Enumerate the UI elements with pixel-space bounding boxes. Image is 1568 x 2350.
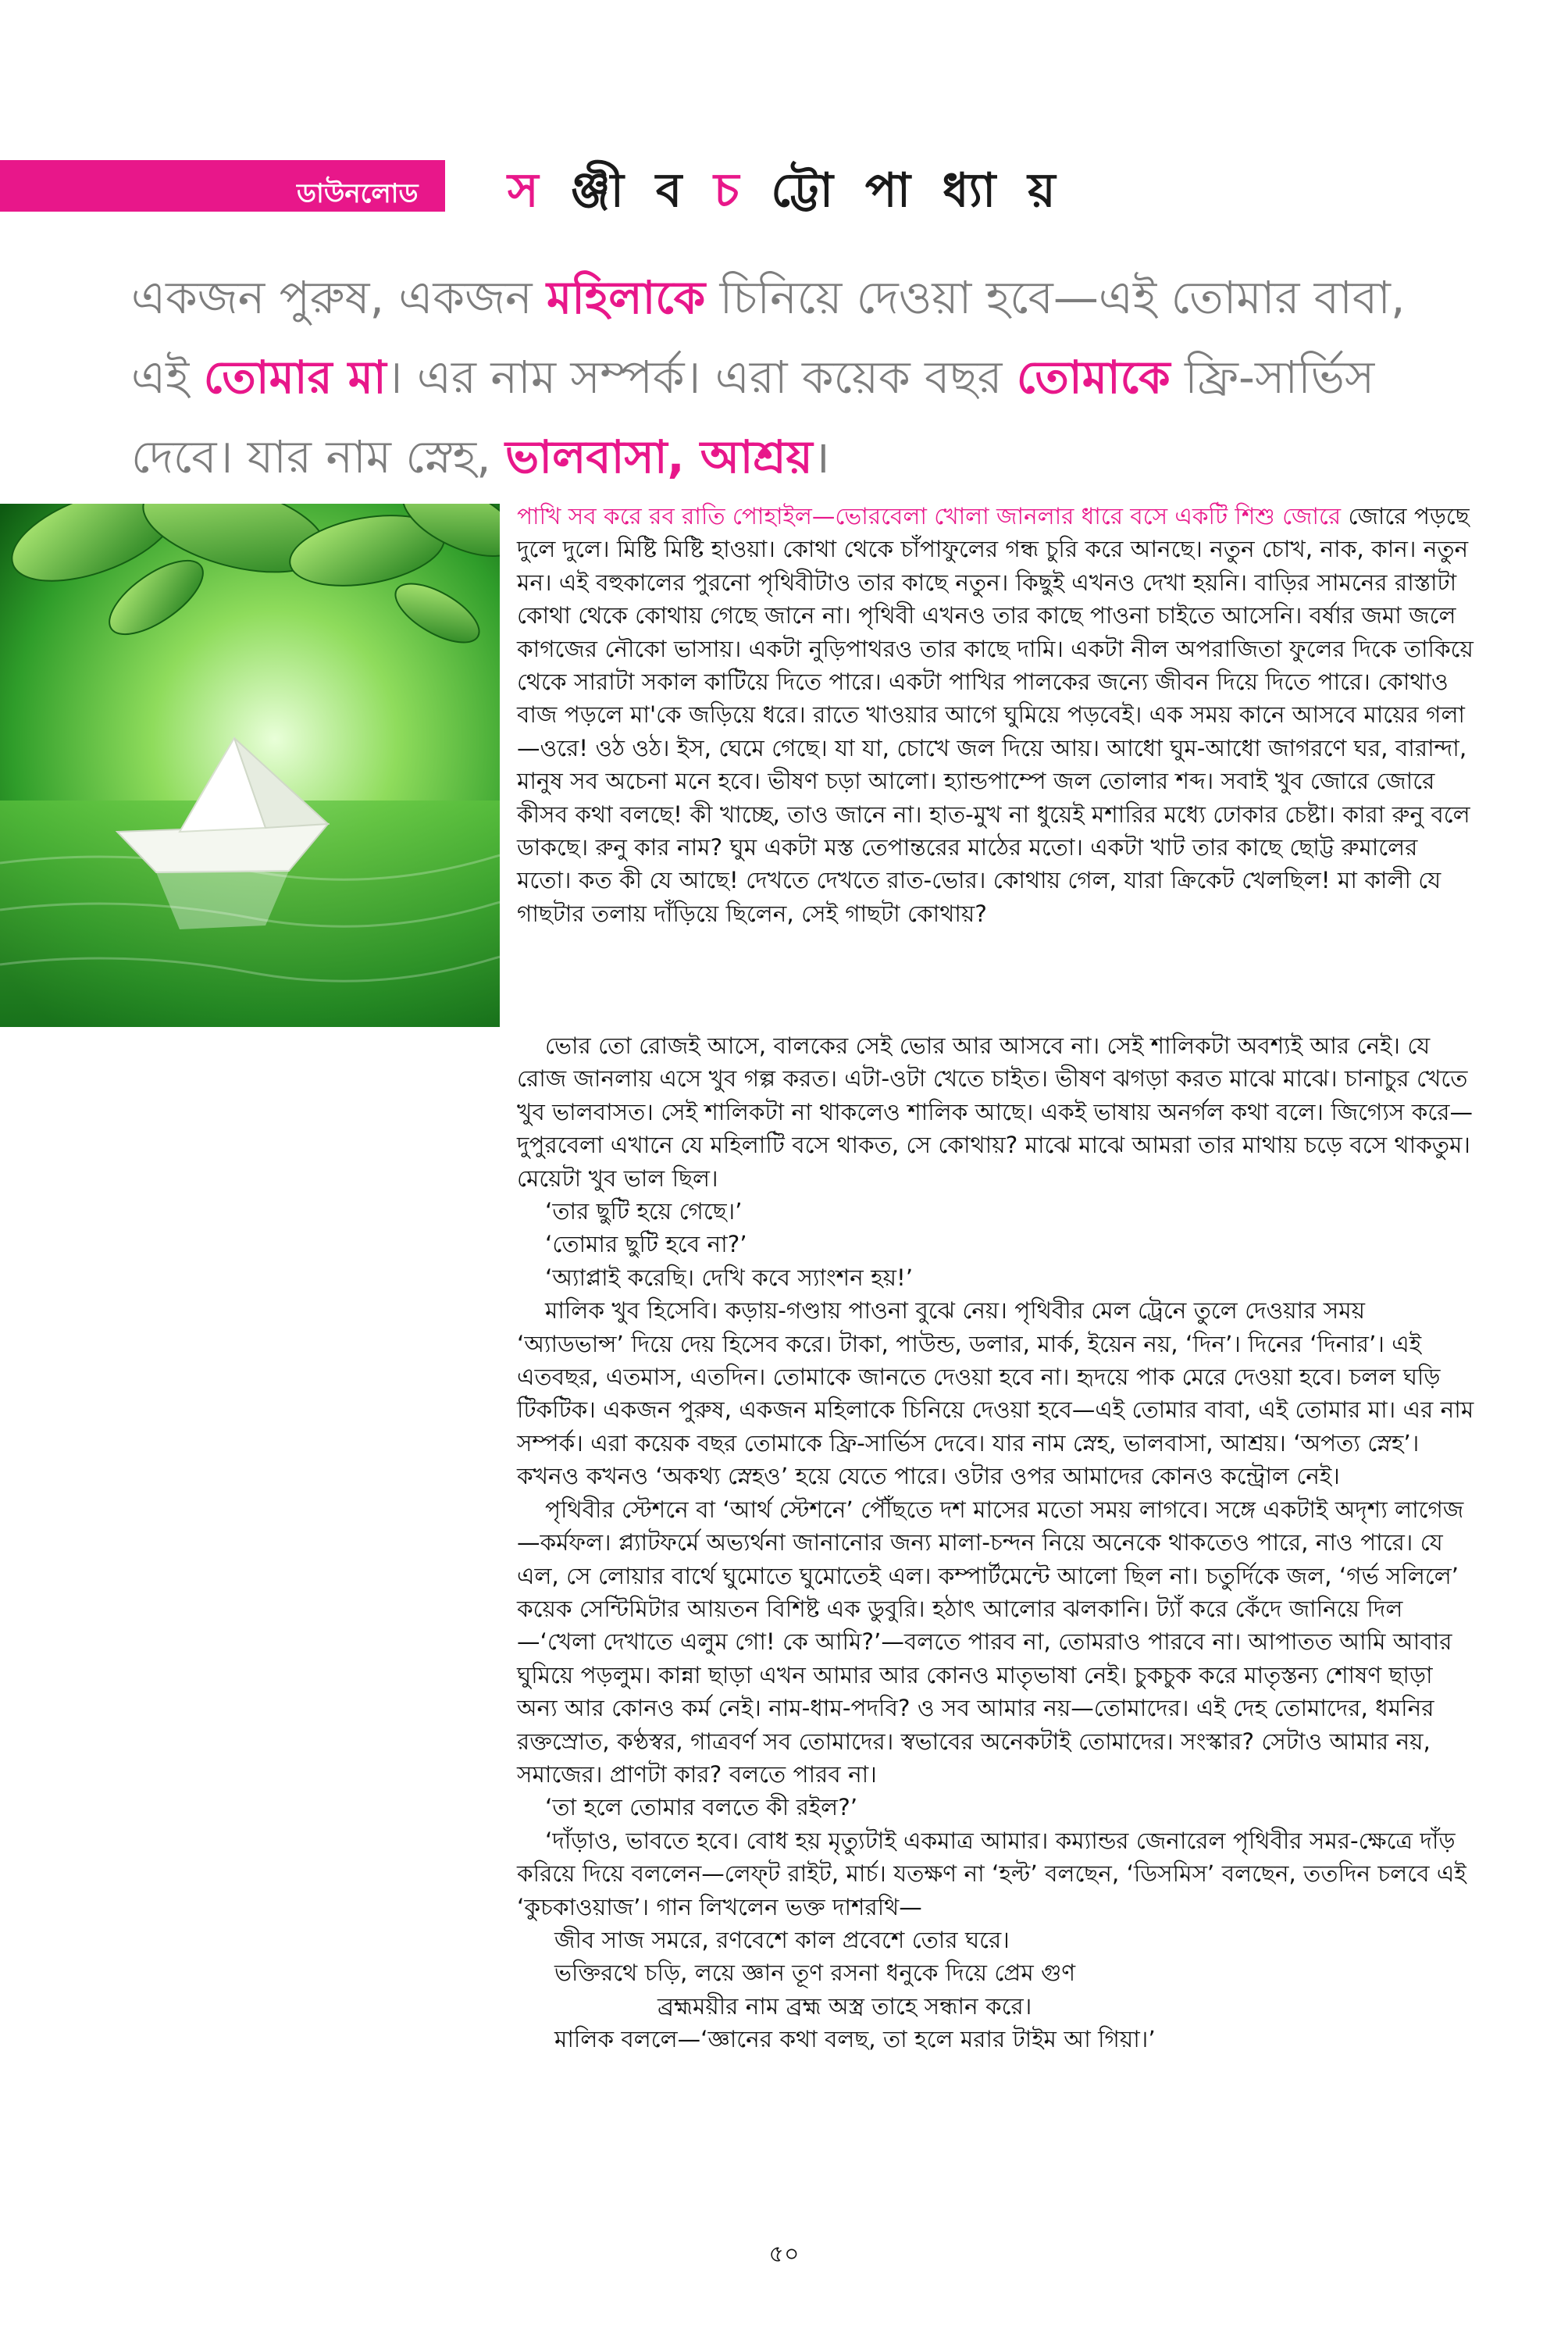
dialogue-line: ‘তার ছুটি হয়ে গেছে।’ xyxy=(545,1198,743,1225)
intro-highlight-4: ভালবাসা, আশ্রয় xyxy=(505,430,813,483)
intro-highlight-1: মহিলাকে xyxy=(547,271,706,324)
intro-text-2: চিনিয়ে দেওয়া হবে—এই তোমার বাবা, এই xyxy=(131,271,1406,404)
author-initial-2: চ xyxy=(714,163,747,218)
author-part-2: ট্টো পা ধ্যা য় xyxy=(747,163,1064,218)
first-paragraph-body: জোরে পড়ছে দুলে দুলে। মিষ্টি মিষ্টি হাওয়া। কোথা থেকে চাঁপাফুলের গন্ধ চুরি করে আনছে। নতুন চোখ, নাক, কান। নতুন মন। এই বহুকালের পুরনো পৃথিবীটাও তার কাছে নতুন। কিছুই এখনও দেখা হয়নি। বাড়ির সামনের রাস্তাটা কোথা থেকে কোথায় গেছে জানে না। পৃথিবী এখনও তার কাছে পাওনা চাইতে আসেনি। বর্ষার জমা জলে কাগজের নৌকো ভাসায়। একটা নুড়িপাথরও তার কাছে দামি। একটা নীল অপরাজিতা ফুলের দিকে তাকিয়ে থেকে সারাটা সকাল কাটিয়ে দিতে পারে। একটা পাখির পালকের জন্যে জীবন দিয়ে দিতে পারে। কোথাও বাজ পড়লে মা'কে জড়িয়ে ধরে। রাতে খাওয়ার আগে ঘুমিয়ে পড়বেই। এক সময় কানে আসবে মায়ের গলা—ওরে! ওঠ ওঠ। ইস, ঘেমে গেছে। যা যা, চোখে জল দিয়ে আয়। আধো ঘুম-আধো জাগরণে ঘর, বারান্দা, মানুষ সব অচেনা মনে হবে। ভীষণ চড়া আলো। হ্যান্ডপাম্পে জল তোলার শব্দ। সবাই খুব জোরে জোরে কীসব কথা বলছে! কী খাচ্ছে, তাও জানে না। হাত-মুখ না ধুয়েই মশারির মধ্যে ঢোকার চেষ্টা। কারা রুনু বলে ডাকছে। রুনু কার নাম? ঘুম একটা মস্ত তেপান্তরের মাঠের মতো। একটা খাট তার কাছে ছোট্ট রুমালের মতো। কত কী যে আছে! দেখতে দেখতে রাত-ভোর। কোথায় গেল, যারা ক্রিকেট খেলছিল! মা কালী যে গাছটার তলায় দাঁড়িয়ে ছিলেন, সেই গাছটা কোথায়? xyxy=(517,503,1474,927)
paragraph: ‘দাঁড়াও, ভাবতে হবে। বোধ হয় মৃত্যুটাই একমাত্র আমার। কম্যান্ডর জেনারেল পৃথিবীর সমর-ক্ষেত্রে দাঁড় করিয়ে দিয়ে বললেন—লেফ্‌ট রাইট, মার্চ। যতক্ষণ না ‘হল্ট’ বলছেন, ‘ডিসমিস’ বলছেন, ততদিন চলবে এই ‘কুচকাওয়াজ’। গান লিখলেন ভক্ত দাশরথি— xyxy=(517,1827,1466,1920)
author-name xyxy=(508,155,1064,233)
paragraph: মালিক খুব হিসেবি। কড়ায়-গণ্ডায় পাওনা বুঝে নেয়। পৃথিবীর মেল ট্রেনে তুলে দেওয়ার সময় ‘অ্যাডভান্স’ দিয়ে দেয় হিসেব করে। টাকা, পাউন্ড, ডলার, মার্ক, ইয়েন নয়, ‘দিন’। দিনের ‘দিনার’। এই এতবছর, এতমাস, এতদিন। তোমাকে জানতে দেওয়া হবে না। হৃদয়ে পাক মেরে দেওয়া হবে। চলল ঘড়ি টিকটিক। একজন পুরুষ, একজন মহিলাকে চিনিয়ে দেওয়া হবে—এই তোমার বাবা, এই তোমার মা। এর নাম সম্পর্ক। এরা কয়েক বছর তোমাকে ফ্রি-সার্ভিস দেবে। যার নাম স্নেহ, ভালবাসা, আশ্রয়। ‘অপত্য স্নেহ’। কখনও কখনও ‘অকথ্য স্নেহও’ হয়ে যেতে পারে। ওটার ওপর আমাদের কোনও কন্ট্রোল নেই। xyxy=(517,1297,1474,1490)
intro-text-4: ফ্রি-সার্ভিস দেবে। যার নাম স্নেহ, xyxy=(131,351,1375,483)
paragraph: পৃথিবীর স্টেশনে বা ‘আর্থ স্টেশনে’ পৌঁছতে দশ মাসের মতো সময় লাগবে। সঙ্গে একটাই অদৃশ্য লাগেজ—কর্মফল। প্ল্যাটফর্মে অভ্যর্থনা জানানোর জন্য মালা-চন্দন নিয়ে অনেকে থাকতেও পারে, নাও পারে। যে এল, সে লোয়ার বার্থে ঘুমোতে ঘুমোতেই এল। কম্পার্টমেন্টে আলো ছিল না। চতুর্দিকে জল, ‘গর্ভ সলিলে’ কয়েক সেন্টিমিটার আয়তন বিশিষ্ট এক ডুবুরি। হঠাৎ আলোর ঝলকানি। ট্যাঁ করে কেঁদে জানিয়ে দিল—‘খেলা দেখাতে এলুম গো! কে আমি?’—বলতে পারব না, তোমরাও পারবে না। আপাতত আমি আবার ঘুমিয়ে পড়লুম। কান্না ছাড়া এখন আমার আর কোনও মাতৃভাষা নেই। চুকচুক করে মাতৃস্তন্য শোষণ ছাড়া অন্য আর কোনও কর্ম নেই। নাম-ধাম-পদবি? ও সব আমার নয়—তোমাদের। এই দেহ তোমাদের, ধমনির রক্তস্রোত, কণ্ঠস্বর, গাত্রবর্ণ সব তোমাদের। স্বভাবের অনেকটাই তোমাদের। সংস্কার? সেটাও আমার নয়, সমাজের। প্রাণটা কার? বলতে পারব না। xyxy=(517,1496,1464,1788)
intro-text-5: । xyxy=(812,430,830,483)
article-body xyxy=(517,1029,1477,2056)
first-paragraph xyxy=(517,500,1477,930)
intro-highlight-3: তোমাকে xyxy=(1016,351,1171,404)
intro-text-3: । এর নাম সম্পর্ক। এরা কয়েক বছর xyxy=(386,351,1017,404)
intro-highlight-2: তোমার মা xyxy=(203,351,387,404)
dialogue-line: ‘অ্যাপ্লাই করেছি। দেখি কবে স্যাংশন হয়!’ xyxy=(545,1264,914,1291)
closing-line: মালিক বললে—‘জ্ঞানের কথা বলছ, তা হলে মরার টাইম আ গিয়া।’ xyxy=(554,2026,1156,2053)
section-label: ডাউনলোড xyxy=(297,178,419,209)
dialogue-line: ‘তোমার ছুটি হবে না?’ xyxy=(545,1231,747,1258)
author-initial-1: স xyxy=(508,163,547,218)
first-paragraph-lead: পাখি সব করে রব রাতি পোহাইল—ভোরবেলা খোলা জানলার ধারে বসে একটি শিশু জোরে xyxy=(517,503,1342,530)
author-part-1: ঞ্জী ব xyxy=(546,163,715,218)
verse-line: ব্রহ্মময়ীর নাম ব্রহ্ম অস্ত্র তাহে সন্ধান করে। xyxy=(657,1992,1032,2020)
verse-line: জীব সাজ সমরে, রণবেশে কাল প্রবেশে তোর ঘরে। xyxy=(554,1926,1010,1953)
intro-text-1: একজন পুরুষ, একজন xyxy=(131,271,547,324)
dialogue-line: ‘তা হলে তোমার বলতে কী রইল?’ xyxy=(545,1794,858,1821)
page-number: ৫০ xyxy=(768,2241,800,2268)
intro-pullquote xyxy=(131,258,1459,497)
paper-boat-illustration xyxy=(0,504,500,1027)
paragraph: ভোর তো রোজই আসে, বালকের সেই ভোর আর আসবে না। সেই শালিকটা অবশ্যই আর নেই। যে রোজ জানলায় এসে খুব গল্প করত। এটা-ওটা খেতে চাইত। ভীষণ ঝগড়া করত মাঝে মাঝে। চানাচুর খেতে খুব ভালবাসত। সেই শালিকটা না থাকলেও শালিক আছে। একই ভাষায় অনর্গল কথা বলে। জিগ্যেস করে—দুপুরবেলা এখানে যে মহিলাটি বসে থাকত, সে কোথায়? মাঝে মাঝে আমরা তার মাথায় চড়ে বসে থাকতুম। মেয়েটা খুব ভাল ছিল। xyxy=(517,1032,1474,1192)
verse-line: ভক্তিরথে চড়ি, লয়ে জ্ঞান তূণ রসনা ধনুকে দিয়ে প্রেম গুণ xyxy=(554,1960,1076,1987)
